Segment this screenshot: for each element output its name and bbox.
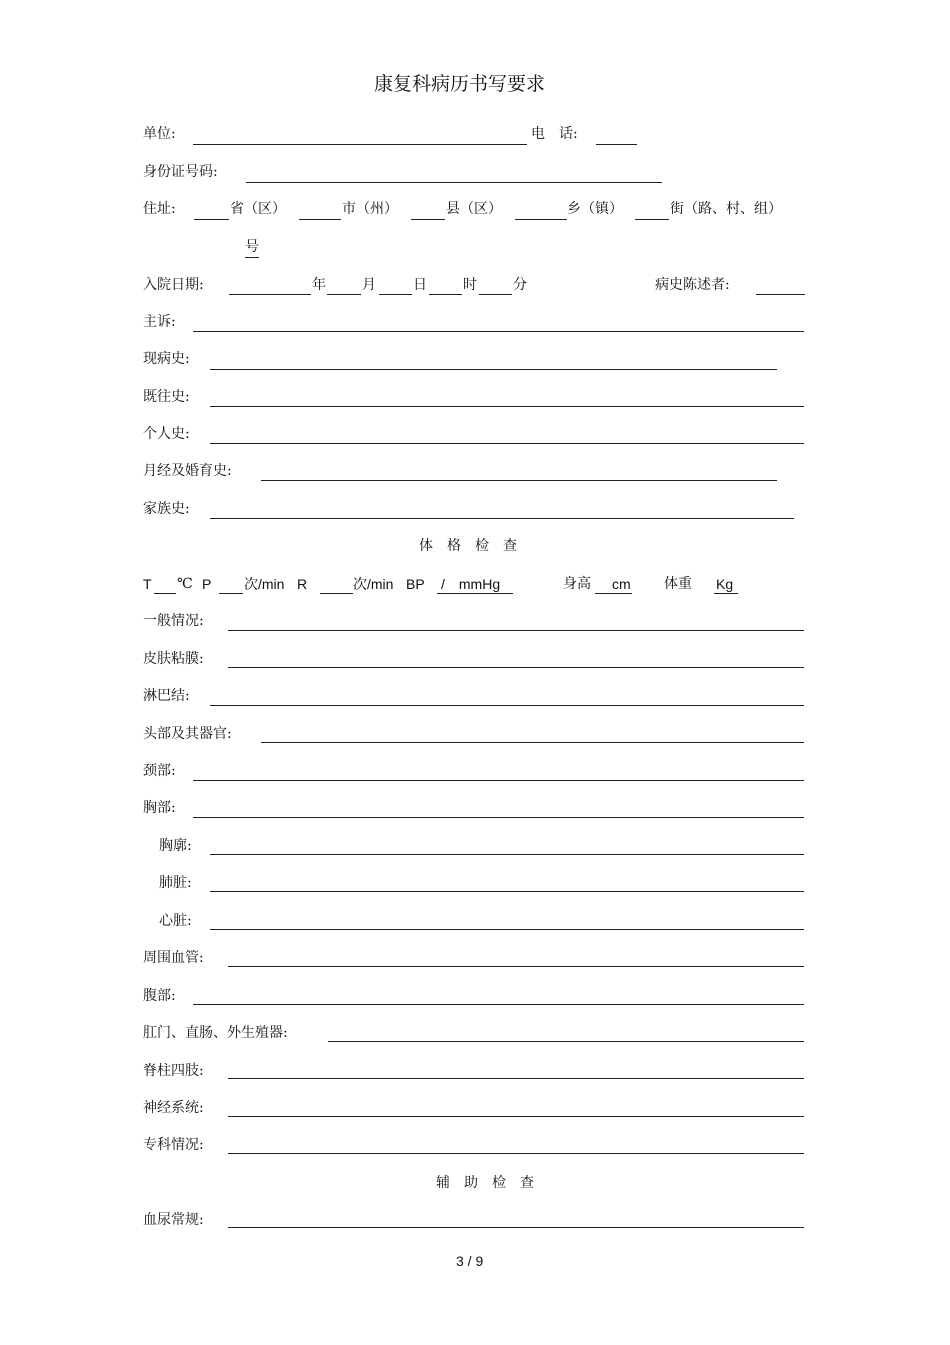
chest-field[interactable] xyxy=(193,817,804,818)
lymph-nodes-label: 淋巴结: xyxy=(143,688,190,704)
temperature-label: T xyxy=(143,576,152,592)
chest-label: 胸部: xyxy=(143,800,176,816)
lymph-nodes-field[interactable] xyxy=(210,705,804,706)
township-label: 乡（镇） xyxy=(567,201,623,217)
pulse-unit: 次/min xyxy=(244,576,285,592)
skin-mucosa-label: 皮肤粘膜: xyxy=(143,651,204,667)
general-label: 一般情况: xyxy=(143,613,204,629)
anus-genitals-label: 肛门、直肠、外生殖器: xyxy=(143,1025,288,1041)
admission-date-label: 入院日期: xyxy=(143,277,204,293)
weight-field[interactable] xyxy=(714,593,738,594)
height-label: 身高 xyxy=(563,576,591,592)
abdomen-field[interactable] xyxy=(193,1004,804,1005)
street-label: 街（路、村、组） xyxy=(670,201,782,217)
peripheral-vessels-field[interactable] xyxy=(228,966,804,967)
county-field[interactable] xyxy=(411,219,445,220)
page-number: 3 / 9 xyxy=(456,1253,484,1269)
county-label: 县（区） xyxy=(446,201,502,217)
celsius-unit: ℃ xyxy=(177,576,193,592)
nervous-system-label: 神经系统: xyxy=(143,1100,204,1116)
blood-urine-field[interactable] xyxy=(228,1227,804,1228)
abdomen-label: 腹部: xyxy=(143,988,176,1004)
nervous-system-field[interactable] xyxy=(228,1116,804,1117)
blood-pressure-label: BP xyxy=(406,576,425,592)
narrator-label: 病史陈述者: xyxy=(655,277,730,293)
specialty-label: 专科情况: xyxy=(143,1137,204,1153)
height-field[interactable] xyxy=(595,593,632,594)
past-history-field[interactable] xyxy=(210,406,804,407)
blood-urine-label: 血尿常规: xyxy=(143,1212,204,1228)
hour-label: 时 xyxy=(463,277,477,293)
township-field[interactable] xyxy=(515,219,567,220)
head-organs-label: 头部及其器官: xyxy=(143,726,232,742)
pulse-label: P xyxy=(202,576,212,592)
blood-pressure-field[interactable] xyxy=(437,593,513,594)
skin-mucosa-field[interactable] xyxy=(228,667,804,668)
heart-field[interactable] xyxy=(210,929,804,930)
anus-genitals-field[interactable] xyxy=(328,1041,804,1042)
id-number-label: 身份证号码: xyxy=(143,164,218,180)
lungs-label: 肺脏: xyxy=(159,875,192,891)
unit-field[interactable] xyxy=(193,144,527,145)
head-organs-field[interactable] xyxy=(261,742,804,743)
month-field[interactable] xyxy=(327,294,361,295)
id-number-field[interactable] xyxy=(246,182,662,183)
family-history-field[interactable] xyxy=(210,518,794,519)
weight-label: 体重 xyxy=(664,576,692,592)
street-field[interactable] xyxy=(635,219,669,220)
address-label: 住址: xyxy=(143,201,176,217)
province-label: 省（区） xyxy=(230,201,286,217)
present-illness-field[interactable] xyxy=(210,369,777,370)
auxiliary-exam-heading: 辅 助 检 查 xyxy=(436,1175,534,1191)
pulse-field[interactable] xyxy=(219,593,243,594)
respiration-field[interactable] xyxy=(320,593,353,594)
family-history-label: 家族史: xyxy=(143,501,190,517)
minute-label: 分 xyxy=(513,277,527,293)
chief-complaint-field[interactable] xyxy=(193,331,804,332)
lungs-field[interactable] xyxy=(210,891,804,892)
specialty-field[interactable] xyxy=(228,1153,804,1154)
general-field[interactable] xyxy=(228,630,804,631)
personal-history-field[interactable] xyxy=(210,443,804,444)
menstrual-marital-field[interactable] xyxy=(261,480,777,481)
neck-field[interactable] xyxy=(193,780,804,781)
month-label: 月 xyxy=(362,277,376,293)
phone-label: 电 话: xyxy=(531,126,578,142)
minute-field[interactable] xyxy=(479,294,512,295)
spine-limbs-field[interactable] xyxy=(228,1078,804,1079)
year-field[interactable] xyxy=(229,294,311,295)
personal-history-label: 个人史: xyxy=(143,426,190,442)
city-field[interactable] xyxy=(299,219,341,220)
blood-pressure-unit: / mmHg xyxy=(441,576,501,592)
peripheral-vessels-label: 周围血管: xyxy=(143,950,204,966)
menstrual-marital-label: 月经及婚育史: xyxy=(143,463,232,479)
unit-label: 单位: xyxy=(143,126,176,142)
present-illness-label: 现病史: xyxy=(143,351,190,367)
city-label: 市（州） xyxy=(342,201,398,217)
hour-field[interactable] xyxy=(429,294,462,295)
past-history-label: 既往史: xyxy=(143,389,190,405)
year-label: 年 xyxy=(312,277,326,293)
day-label: 日 xyxy=(413,277,427,293)
neck-label: 颈部: xyxy=(143,763,176,779)
phone-field[interactable] xyxy=(596,144,637,145)
thorax-label: 胸廓: xyxy=(159,838,192,854)
narrator-field[interactable] xyxy=(756,294,805,295)
physical-exam-heading: 体 格 检 查 xyxy=(419,538,517,554)
spine-limbs-label: 脊柱四肢: xyxy=(143,1063,204,1079)
weight-unit: Kg xyxy=(716,576,734,592)
heart-label: 心脏: xyxy=(159,913,192,929)
province-field[interactable] xyxy=(194,219,229,220)
height-unit: cm xyxy=(612,576,631,592)
chief-complaint-label: 主诉: xyxy=(143,314,176,330)
respiration-unit: 次/min xyxy=(353,576,394,592)
page-title: 康复科病历书写要求 xyxy=(374,73,546,95)
respiration-label: R xyxy=(297,576,308,592)
day-field[interactable] xyxy=(379,294,412,295)
thorax-field[interactable] xyxy=(210,854,804,855)
temperature-field[interactable] xyxy=(154,593,176,594)
number-label: 号 xyxy=(245,238,259,258)
